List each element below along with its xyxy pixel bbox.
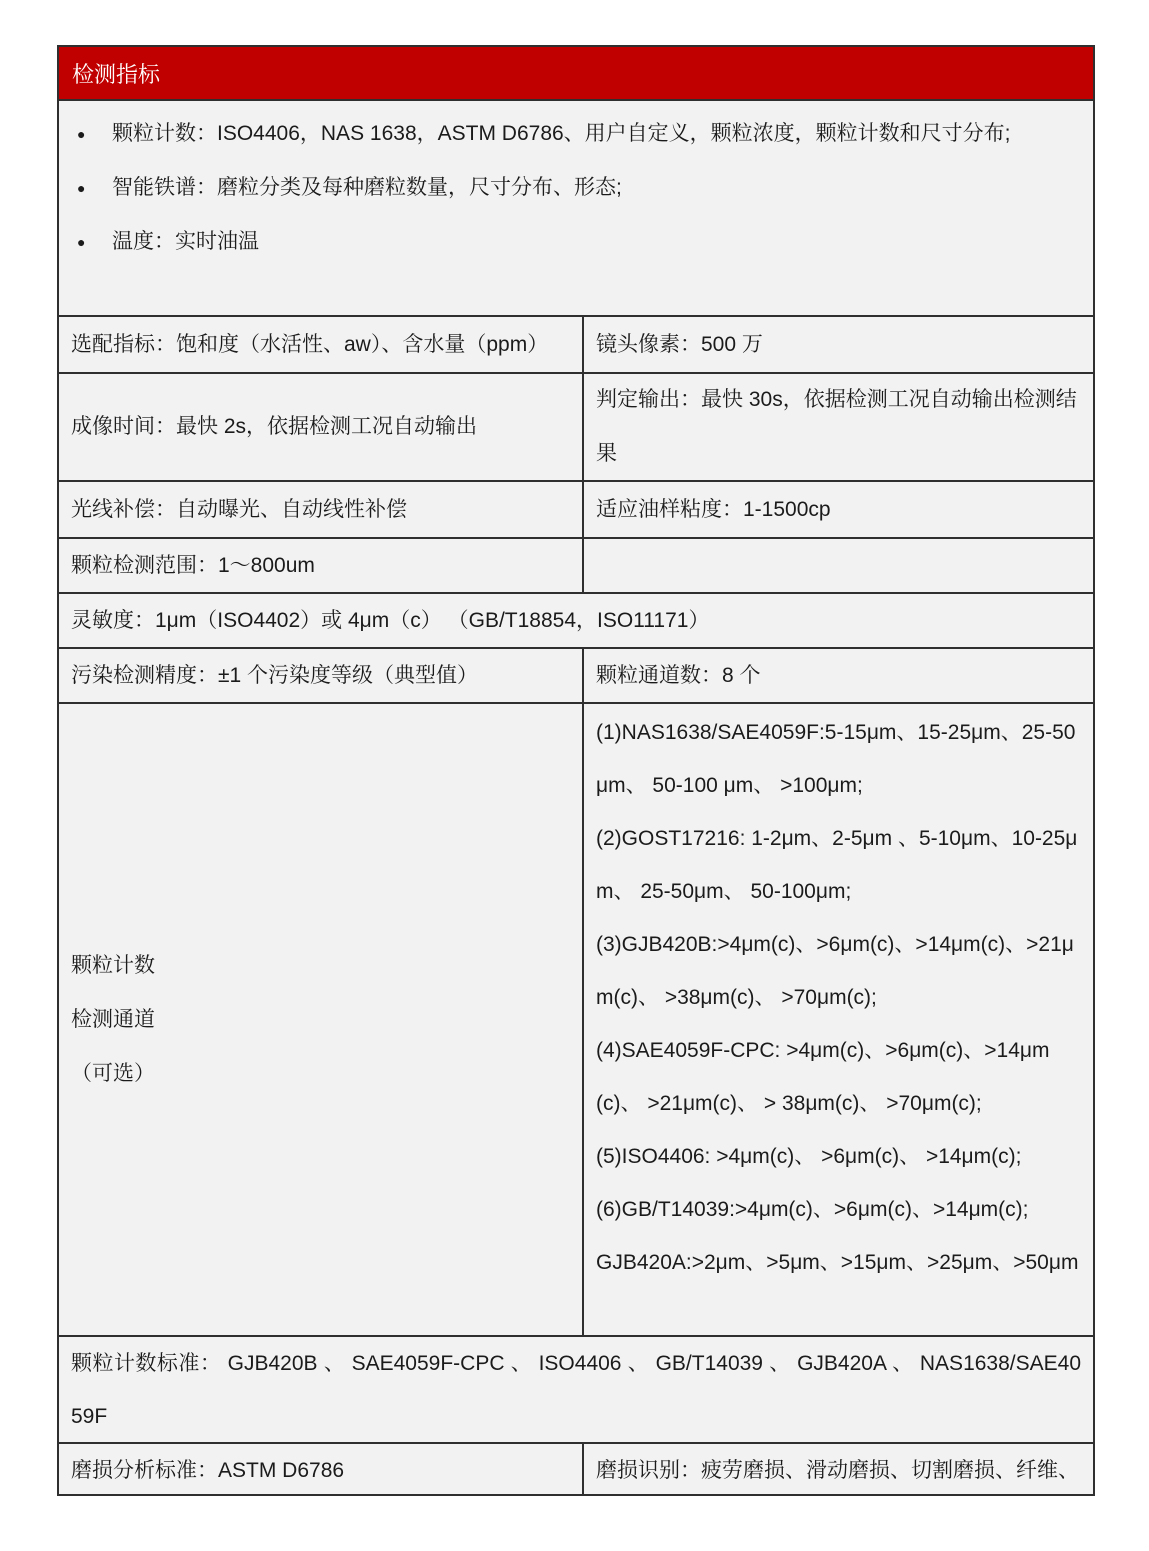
cell-optional-metrics <box>59 317 584 372</box>
cell-channel-count <box>584 649 1093 702</box>
cell-text: 污染检测精度：±1 个污染度等级（典型值） <box>71 663 479 687</box>
bullet-icon: ● <box>77 126 86 142</box>
row-light-compensation <box>59 480 1093 537</box>
channel-item-nas1638: (1)NAS1638/SAE4059F:5-15μm、15-25μm、25-50μm、 50-100 μm、 >100μm; <box>596 721 1076 797</box>
channel-item-gbt14039: (6)GB/T14039:>4μm(c)、>6μm(c)、>14μm(c); <box>596 1198 1029 1221</box>
cell-wear-standard <box>59 1444 584 1494</box>
cell-text: 颗粒通道数：8 个 <box>596 663 761 687</box>
cell-text: 光线补偿：自动曝光、自动线性补偿 <box>71 497 407 521</box>
cell-channel-details <box>584 704 1093 1335</box>
cell-text: 镜头像素：500 万 <box>596 332 763 356</box>
cell-text: 颗粒检测范围：1～800um <box>71 553 315 577</box>
channel-item-iso4406: (5)ISO4406: >4μm(c)、 >6μm(c)、 >14μm(c); <box>596 1145 1022 1168</box>
row-optional-metrics <box>59 315 1093 372</box>
channel-label-line: 颗粒计数 <box>71 953 155 977</box>
cell-text: 选配指标：饱和度（水活性、aw）、含水量（ppm） <box>71 332 549 356</box>
bullet-icon: ● <box>77 234 86 250</box>
channel-item-gost17216: (2)GOST17216: 1-2μm、2-5μm 、5-10μm、10-25μm、 25-50μm、 50-100μm; <box>596 827 1078 903</box>
row-counting-standards <box>59 1335 1093 1442</box>
cell-lens-pixels <box>584 317 1093 372</box>
row-contamination-accuracy <box>59 647 1093 702</box>
row-particle-range <box>59 537 1093 592</box>
channel-item-sae4059f-cpc: (4)SAE4059F-CPC: >4μm(c)、>6μm(c)、>14μm(c)、 >21μm(c)、 > 38μm(c)、 >70μm(c); <box>596 1039 1050 1115</box>
bullet-item-particle-count <box>59 107 1093 161</box>
cell-text: 磨损识别：疲劳磨损、滑动磨损、切割磨损、纤维、 <box>596 1459 1079 1482</box>
summary-bullets-row <box>59 99 1093 315</box>
channel-item-gjb420a: GJB420A:>2μm、>5μm、>15μm、>25μm、>50μm <box>596 1251 1079 1274</box>
bullet-text: 颗粒计数：ISO4406，NAS 1638，ASTM D6786、用户自定义，颗粒浓度，颗粒计数和尺寸分布; <box>112 122 1011 145</box>
channel-item-gjb420b: (3)GJB420B:>4μm(c)、>6μm(c)、>14μm(c)、>21μm(c)、 >38μm(c)、 >70μm(c); <box>596 933 1074 1009</box>
cell-imaging-time <box>59 374 584 480</box>
row-wear-analysis <box>59 1442 1093 1494</box>
cell-empty <box>584 539 1093 592</box>
row-imaging-time <box>59 372 1093 480</box>
cell-oil-viscosity <box>584 482 1093 537</box>
cell-text: 成像时间：最快 2s，依据检测工况自动输出 <box>71 415 478 438</box>
cell-sensitivity <box>59 594 1093 647</box>
cell-text: 磨损分析标准：ASTM D6786 <box>71 1459 345 1482</box>
bullet-item-smart-ferrography <box>59 161 1093 215</box>
section-title: 检测指标 <box>72 61 161 87</box>
row-sensitivity <box>59 592 1093 647</box>
channel-label-line: （可选） <box>71 1061 155 1085</box>
cell-wear-recognition <box>584 1444 1093 1494</box>
detection-spec-table <box>57 45 1095 1496</box>
section-header <box>59 47 1093 99</box>
cell-judgement-output <box>584 374 1093 480</box>
cell-counting-standards: 颗粒计数标准： GJB420B 、 SAE4059F-CPC 、 ISO4406 、 GB/T14039 、 GJB420A 、 NAS1638/SAE4059F <box>71 1352 1081 1428</box>
cell-light-compensation <box>59 482 584 537</box>
bullet-text: 智能铁谱：磨粒分类及每种磨粒数量，尺寸分布、形态; <box>112 176 622 199</box>
cell-contamination-accuracy <box>59 649 584 702</box>
row-counting-channels <box>59 702 1093 1335</box>
cell-channel-label <box>59 704 584 1335</box>
channel-label-line: 检测通道 <box>71 1007 155 1031</box>
bullet-text: 温度：实时油温 <box>112 230 259 253</box>
cell-text: 适应油样粘度：1-1500cp <box>596 497 831 521</box>
bullet-icon: ● <box>77 180 86 196</box>
cell-text: 灵敏度：1μm（ISO4402）或 4μm（c） （GB/T18854，ISO11171） <box>71 608 710 632</box>
cell-text: 判定输出：最快 30s，依据检测工况自动输出检测结果 <box>596 388 1077 465</box>
cell-particle-range <box>59 539 584 592</box>
bullet-item-temperature <box>59 215 1093 269</box>
